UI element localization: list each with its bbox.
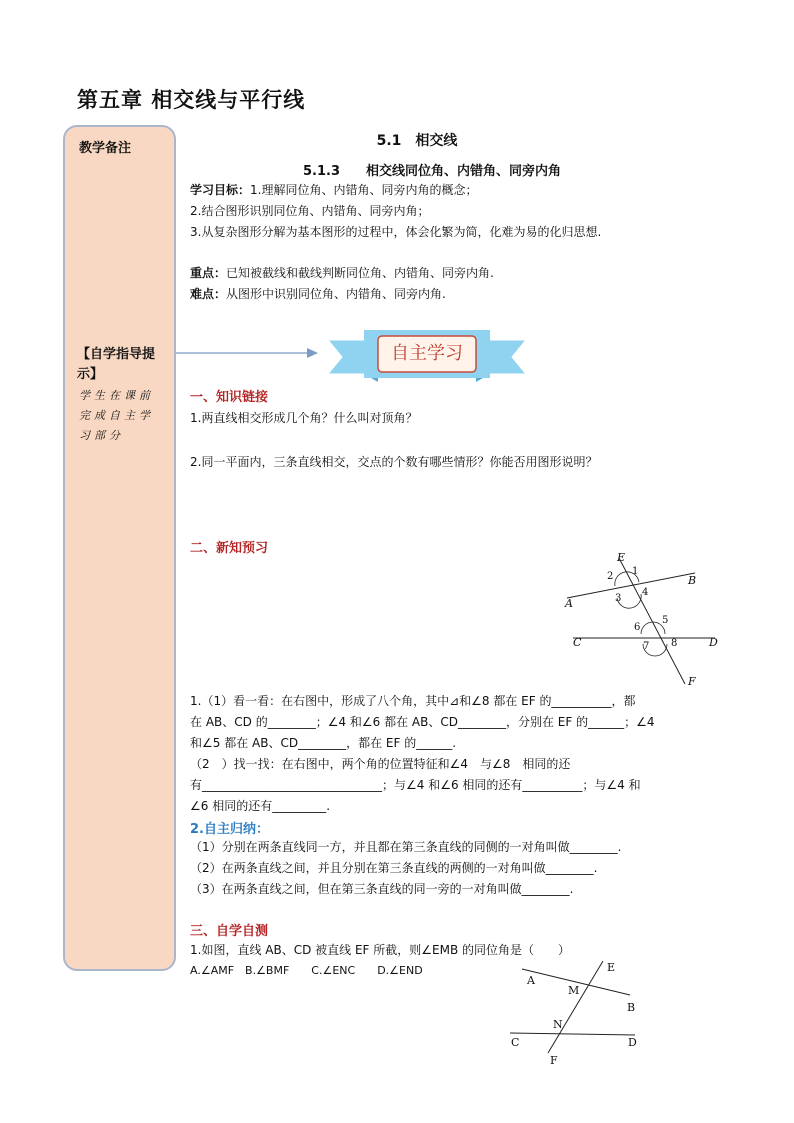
chapter-title: 第五章 相交线与平行线 xyxy=(77,87,306,112)
difficulty-text: 从图形中识别同位角、内错角、同旁内角. xyxy=(226,287,446,301)
sidebar-title: 教学备注 xyxy=(79,141,132,156)
angle-2: 2 xyxy=(607,571,614,582)
sidebar-guide-description: 学生在课前完成自主学习部分 xyxy=(79,389,154,442)
figure-label-e: E xyxy=(617,551,626,564)
knowledge-question-1: 1.两直线相交形成几个角？什么叫对顶角？ xyxy=(190,411,418,425)
difficulty xyxy=(190,285,446,303)
angle-5: 5 xyxy=(662,615,669,626)
sidebar-guide-title: 【自学指导提示】 xyxy=(77,347,156,382)
self-study-banner xyxy=(328,326,526,384)
angle-8: 8 xyxy=(671,638,678,649)
find-line-1: （2 ）找一找：在右图中，两个角的位置特征和∠4 与∠8 相同的还 xyxy=(190,757,571,771)
summary-item-1: （1）分别在两条直线同一方，并且都在第三条直线的同侧的一对角叫做________. xyxy=(190,840,622,854)
figure2-label-b: B xyxy=(627,1001,636,1014)
find-line-3: ∠6 相同的还有_________. xyxy=(190,799,331,813)
look-line-2: 在 AB、CD 的________；∠4 和∠6 都在 AB、CD________，分别在 EF 的______；∠4 xyxy=(190,715,655,729)
preview-heading: 二、新知预习 xyxy=(190,541,269,556)
figure-label-f: F xyxy=(688,675,696,688)
subsection-title: 5.1.3 相交线同位角、内错角、同旁内角 xyxy=(303,164,562,179)
angle-6: 6 xyxy=(634,622,641,633)
section-title: 5.1 相交线 xyxy=(376,133,458,149)
self-test-heading: 三、自学自测 xyxy=(190,924,269,939)
objective-2: 2.结合图形识别同位角、内错角、同旁内角； xyxy=(190,204,430,218)
key-point-label: 重点： xyxy=(190,266,227,280)
figure-label-a: A xyxy=(565,597,573,610)
key-point xyxy=(190,264,494,282)
angle-figure xyxy=(555,548,730,693)
summary-heading: 2.自主归纳： xyxy=(190,822,269,837)
angle-4: 4 xyxy=(642,587,649,598)
self-test-options: A.∠AMF B.∠BMF C.∠ENC D.∠END xyxy=(190,964,423,977)
figure-label-d: D xyxy=(709,636,718,649)
arrow-right-icon xyxy=(176,345,321,361)
angle-7: 7 xyxy=(643,641,650,652)
figure-label-b: B xyxy=(688,574,697,587)
objective-3: 3.从复杂图形分解为基本图形的过程中，体会化繁为简，化难为易的化归思想. xyxy=(190,225,602,239)
figure-label-c: C xyxy=(573,636,582,649)
angle-3: 3 xyxy=(615,593,622,604)
objective-1: 1.理解同位角、内错角、同旁内角的概念； xyxy=(250,183,478,197)
find-line-2: 有______________________________；与∠4 和∠6 相同的还有__________；与∠4 和 xyxy=(190,778,641,792)
objectives-label: 学习目标： xyxy=(190,183,251,197)
transversal-figure xyxy=(500,955,650,1075)
look-line-1: 1.（1）看一看：在右图中，形成了八个角，其中⊿和∠8 都在 EF 的__________，都 xyxy=(190,694,636,708)
figure2-label-c: C xyxy=(511,1036,520,1049)
key-point-text: 已知被截线和截线判断同位角、内错角、同旁内角. xyxy=(226,266,494,280)
knowledge-link-heading: 一、知识链接 xyxy=(190,390,269,405)
banner-text: 自主学习 xyxy=(391,343,463,364)
objective-line-1 xyxy=(190,181,477,199)
figure2-label-m: M xyxy=(568,984,580,997)
figure2-label-n: N xyxy=(553,1018,563,1031)
summary-item-3: （3）在两条直线之间，但在第三条直线的同一旁的一对角叫做________. xyxy=(190,882,574,896)
figure2-label-a: A xyxy=(527,974,535,987)
figure2-label-e: E xyxy=(607,961,616,974)
knowledge-question-2: 2.同一平面内，三条直线相交，交点的个数有哪些情形？你能否用图形说明？ xyxy=(190,455,598,469)
figure2-label-f: F xyxy=(550,1054,558,1067)
difficulty-label: 难点： xyxy=(190,287,227,301)
self-test-question-1: 1.如图，直线 AB、CD 被直线 EF 所截，则∠EMB 的同位角是（ ） xyxy=(190,943,570,957)
angle-1: 1 xyxy=(632,566,639,577)
figure2-label-d: D xyxy=(628,1036,637,1049)
teaching-notes-sidebar xyxy=(63,125,176,971)
look-line-3: 和∠5 都在 AB、CD________，都在 EF 的______. xyxy=(190,736,457,750)
summary-item-2: （2）在两条直线之间，并且分别在第三条直线的两侧的一对角叫做________. xyxy=(190,861,598,875)
